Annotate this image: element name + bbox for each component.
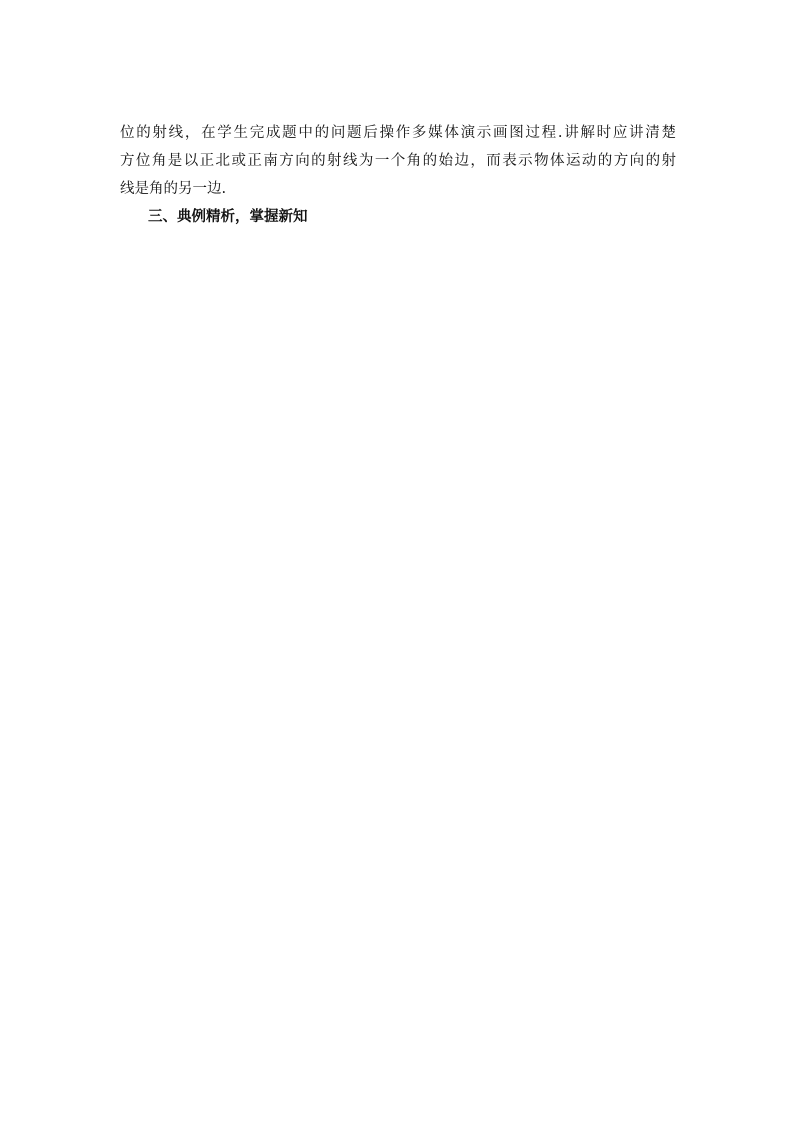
section-heading: 三、典例精析，掌握新知 bbox=[148, 208, 308, 225]
paragraph-line: 线是角的另一边. bbox=[120, 181, 227, 197]
paragraph-line: 方位角是以正北或正南方向的射线为一个角的始边，而表示物体运动的方向的射 bbox=[120, 153, 676, 169]
paragraph-line: 位的射线，在学生完成题中的问题后操作多媒体演示画图过程.讲解时应讲清楚 bbox=[120, 125, 676, 141]
